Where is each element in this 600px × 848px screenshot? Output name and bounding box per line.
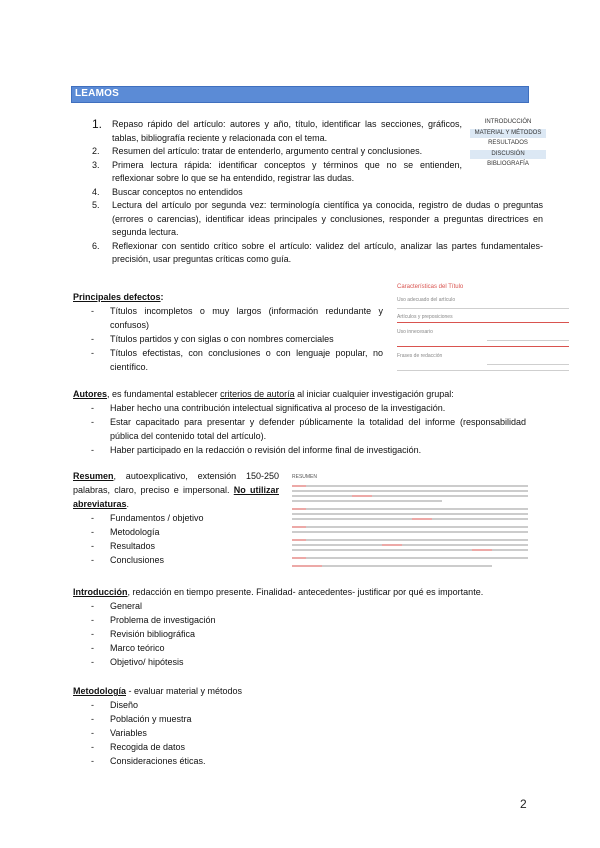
list-item-text: Estar capacitado para presentar y defender públicamente la totalidad del informe (responsabilidad pública del contenido total del artículo). [110,417,526,441]
list-item: - Problema de investigación [91,615,216,625]
thumb-label: RESUMEN [292,474,318,480]
thumb-heading: Características del Título [397,284,464,290]
list-item: - Estar capacitado para presentar y defender públicamente la totalidad del informe (responsabilidad pública del contenido total del artículo). [91,417,526,441]
list-item-text: Metodología [110,527,160,537]
authors-title: Autores [73,389,108,399]
list-item: - Títulos partidos y con siglas o con nombres comerciales [91,334,334,344]
list-item-text: Variables [110,728,147,738]
list-item: - General [91,601,143,611]
list-item-text: Recogida de datos [110,742,186,752]
summary-dot: . [126,499,130,509]
page-number: 2 [520,797,527,811]
step-item [92,240,543,267]
intro-text: , redacción en tiempo presente. Finalidad- antecedentes- justificar por qué es importante. [127,587,484,597]
list-item-text: Títulos partidos y con siglas o con nombres comerciales [110,334,334,344]
defects-title: Principales defectos [73,292,161,302]
step-item [92,186,462,200]
step-text: Buscar conceptos no entendidos [112,186,243,197]
imrad-item: BIBLIOGRAFÍA [470,160,546,171]
banner-title: LEAMOS [75,88,119,99]
authorship-criteria: criterios de autoría [220,389,295,399]
list-item-text: Población y muestra [110,714,192,724]
summary-text: , autoexplicativo, extensión 150-250 palabras, claro, preciso e impersonal. [73,471,279,495]
list-item: - Diseño [91,700,139,710]
step-item [92,118,462,145]
section-banner [71,86,529,103]
list-item-text: Problema de investigación [110,615,216,625]
thumb-row: Uso adecuado del artículo [397,297,456,303]
list-item-text: Resultados [110,541,156,551]
thumb-row: Artículos y preposiciones [397,314,453,320]
list-item-text: Revisión bibliográfica [110,629,196,639]
list-item-text: Objetivo/ hipótesis [110,657,184,667]
authors-text: , es fundamental establecer [107,389,221,399]
introduction-section [73,585,526,669]
defects-colon: : [160,292,164,302]
list-item: - Población y muestra [91,714,192,724]
step-number: 2. [92,146,100,156]
abstract-example-thumbnail [292,474,528,572]
methodology-section [73,684,526,768]
list-item: - Títulos efectistas, con conclusiones o con lenguaje popular, no científico. [91,348,383,372]
abstract-text-lines [292,480,528,570]
step-number: 5. [92,200,100,210]
authors-text: al iniciar cualquier investigación grupal: [294,389,454,399]
list-item: - Variables [91,728,147,738]
summary-section [73,469,279,567]
list-item: - Títulos incompletos o muy largos (información redundante y confusos) [91,306,383,330]
method-title: Metodología [73,686,126,696]
list-item-text: General [110,601,143,611]
step-number: 6. [92,240,100,251]
method-text: - evaluar material y métodos [126,686,243,696]
step-text: Repaso rápido del artículo: autores y año, título, identificar las secciones, gráficos, tablas, bibliografía reciente y relacionada con el tema. [112,119,462,143]
title-characteristics-thumbnail [397,284,569,376]
summary-title: Resumen [73,471,114,481]
list-item: - Revisión bibliográfica [91,629,196,639]
list-item: - Consideraciones éticas. [91,756,206,766]
list-item: - Recogida de datos [91,742,186,752]
list-item: - Haber hecho una contribución intelectual significativa al proceso de la investigación. [91,403,446,413]
imrad-item: DISCUSIÓN [470,150,546,161]
list-item-text: Títulos incompletos o muy largos (información redundante y confusos) [110,306,383,330]
list-item-text: Títulos efectistas, con conclusiones o con lenguaje popular, no científico. [110,348,383,372]
list-item-text: Fundamentos / objetivo [110,513,204,523]
imrad-item: MATERIAL Y MÉTODOS [470,129,546,140]
imrad-structure-box [470,118,546,171]
list-item: - Haber participado en la redacción o revisión del informe final de investigación. [91,445,422,455]
step-text: Primera lectura rápida: identificar conceptos y términos que no se entienden, reflexionar sobre lo que se ha entendido, registrar las dudas. [112,159,462,183]
list-item: - Conclusiones [91,555,165,565]
list-item-text: Conclusiones [110,555,165,565]
step-number: 1. [92,117,103,131]
list-item-text: Consideraciones éticas. [110,756,206,766]
list-item: - Fundamentos / objetivo [91,513,204,523]
step-text: Lectura del artículo por segunda vez: terminología científica ya conocida, registro de dudas o preguntas (errores o carencias), identificar ideas principales y conclusiones, responder a preguntas directrices en segunda lectura. [112,200,543,237]
defects-section [73,290,383,374]
authors-section [73,387,526,457]
step-item [92,159,462,186]
step-number: 3. [92,159,100,170]
list-item: - Marco teórico [91,643,165,653]
list-item-text: Haber hecho una contribución intelectual significativa al proceso de la investigación. [110,403,446,413]
list-item: - Objetivo/ hipótesis [91,657,184,667]
step-number: 4. [92,186,100,197]
list-item-text: Marco teórico [110,643,165,653]
step-text: Resumen del artículo: tratar de entenderlo, argumento central y conclusiones. [112,146,423,156]
step-item [92,199,543,240]
step-text: Reflexionar con sentido crítico sobre el artículo: validez del artículo, analizar las partes fundamentales-precisión, usar preguntas críticas como guía. [112,240,543,264]
thumb-row: Frases de redacción [397,353,443,359]
no-abbreviations: No utilizar abreviaturas [73,485,279,509]
intro-title: Introducción [73,587,128,597]
imrad-item: INTRODUCCIÓN [470,118,546,129]
list-item-text: Diseño [110,700,139,710]
imrad-item: RESULTADOS [470,139,546,150]
list-item: - Metodología [91,527,160,537]
list-item-text: Haber participado en la redacción o revisión del informe final de investigación. [110,445,422,455]
step-item [92,145,462,159]
list-item: - Resultados [91,541,156,551]
thumb-row: Uso innecesario [397,329,433,335]
